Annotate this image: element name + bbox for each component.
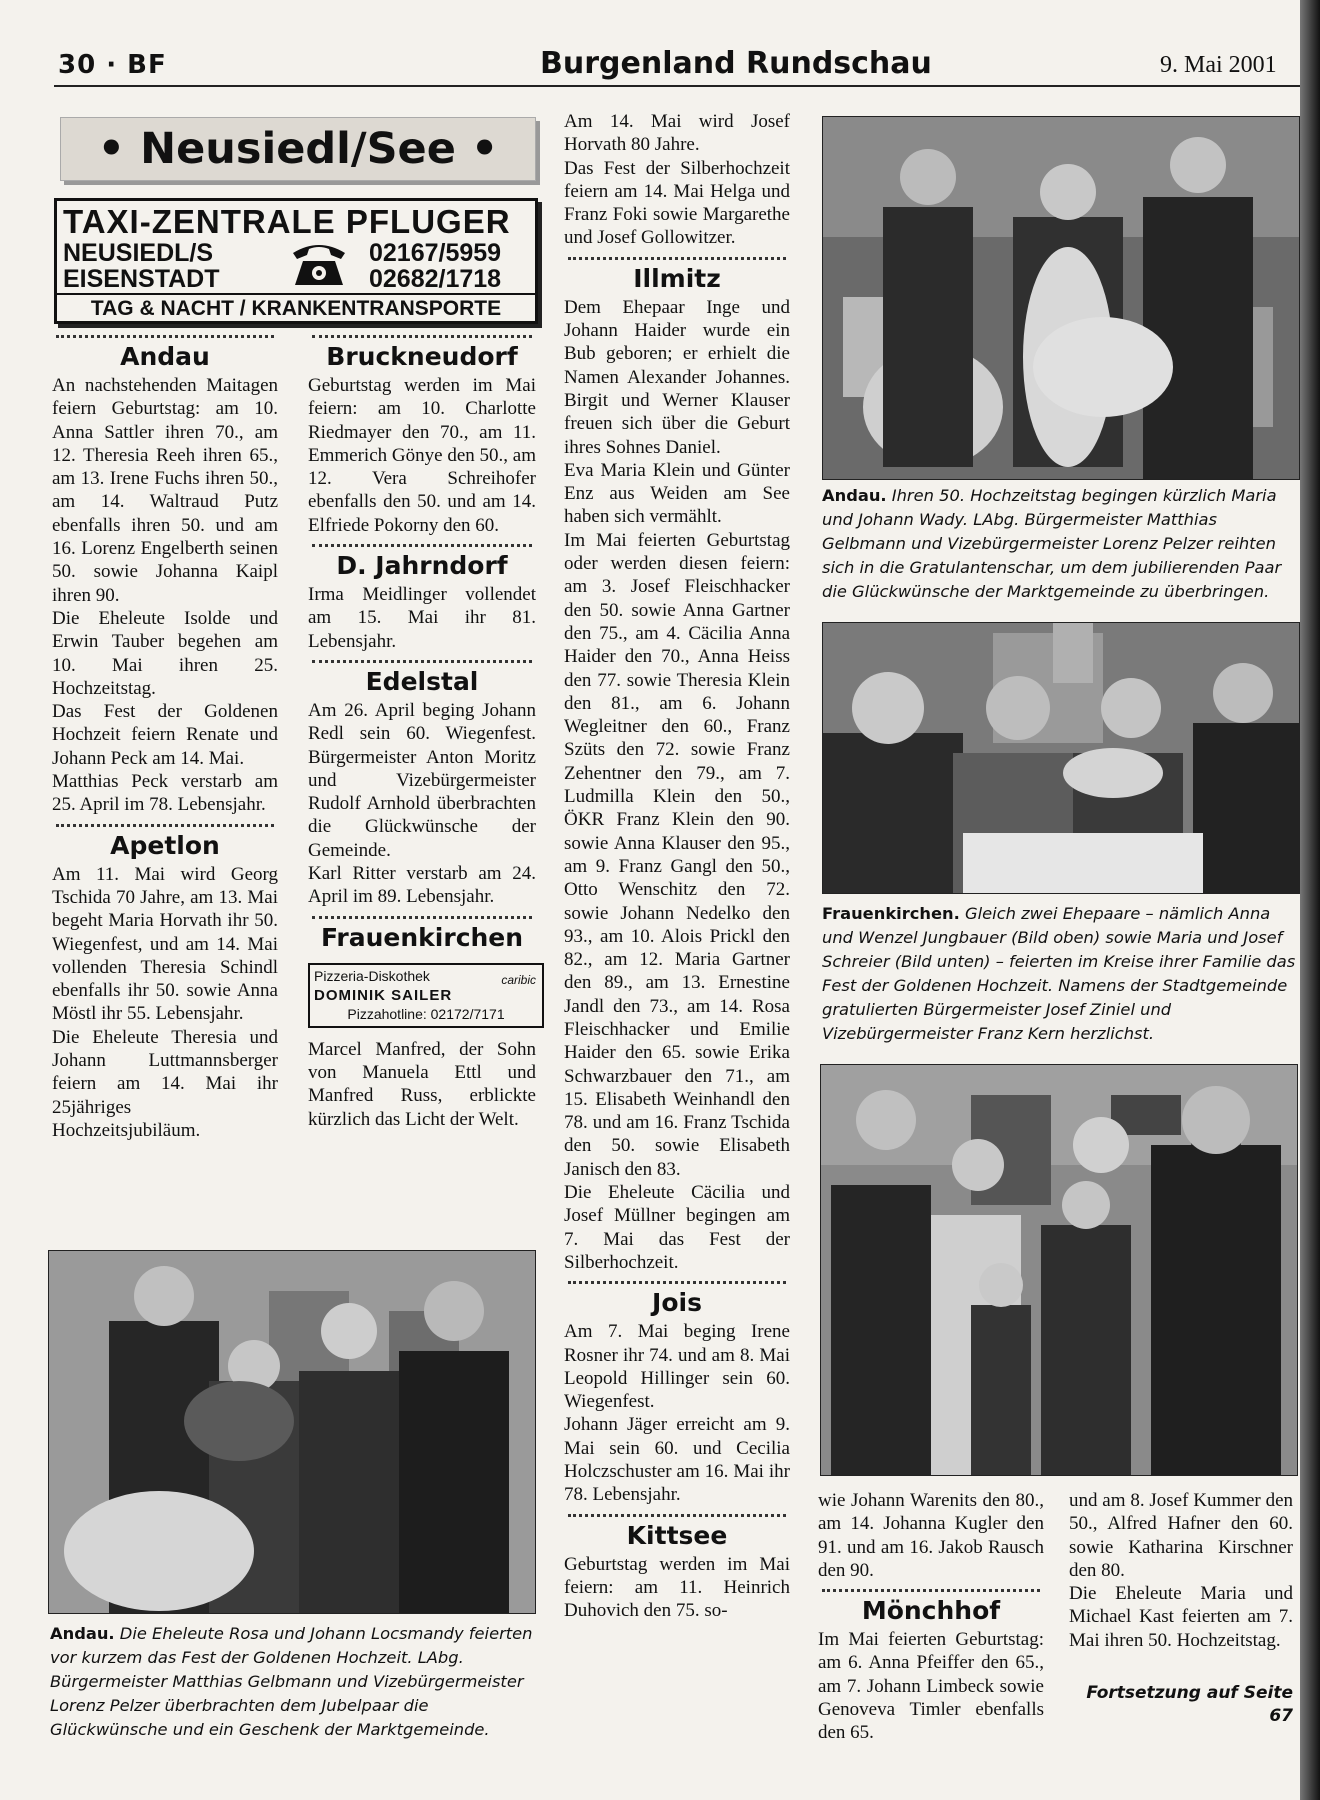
caption-place: Andau. <box>50 1624 115 1643</box>
region-banner: • Neusiedl/See • <box>60 117 536 181</box>
heading-jois: Jois <box>652 1288 702 1318</box>
photo-andau-wady <box>822 116 1300 480</box>
heading-moenchhof: Mönchhof <box>861 1596 1001 1626</box>
separator <box>568 1514 786 1517</box>
text-paragraph: Am 14. Mai wird Josef Horvath 80 Jahre. <box>564 111 790 156</box>
caption-frauenkirchen <box>822 902 1302 1046</box>
caption-andau-wady <box>822 484 1302 604</box>
ad-name: DOMINIK SAILER <box>314 986 453 1004</box>
text-paragraph: Im Mai feierten Geburtstag oder werden diesen feiern: am 3. Josef Fleischhacker den 50. sowie Anna Gartner den 75., am 4. Cäcilia Anna Haider den 70., Anna Heiss den 77. sowie Theresia Klein den 81., am 6. Johann Wegleitner den 60., Franz Szüts den 72. sowie Franz Zehentner den 79., am 7. Ludmilla Klein den 50., ÖKR Franz Klein den 90. sowie Anna Klauser den 95., am 9. Franz Gangl den 50., Otto Wenschitz den 72. sowie Johann Nedelko den 93., am 10. Alois Prickl den 82., am 12. Maria Gartner den 89., am 13. Ernestine Jandl den 73., am 14. Rosa Fleischhacker und Emilie Haider den 65. sowie Erika Schwarzbauer den 71., am 15. Elisabeth Weinhandl den 78. und am 16. Franz Tschida den 50. sowie Elisabeth Janisch den 83. <box>564 529 790 1180</box>
text-paragraph: Das Fest der Silberhochzeit feiern am 14. Mai Helga und Franz Foki sowie Margarethe und Josef Gollowitzer. <box>564 157 790 249</box>
separator <box>56 824 274 827</box>
caption-text: Die Eheleute Rosa und Johann Locsmandy feierten vor kurzem das Fest der Goldenen Hochzeit. LAbg. Bürgermeister Matthias Gelbmann und Vizebürgermeister Lorenz Pelzer überbrachten dem Jubelpaar die Glückwünsche und ein Geschenk der Marktgemeinde. <box>50 1624 533 1739</box>
text-paragraph: Matthias Peck verstarb am 25. April im 78. Lebensjahr. <box>52 771 278 816</box>
heading-andau: Andau <box>120 342 210 371</box>
text-paragraph: Die Eheleute Maria und Michael Kast feierten am 7. Mai ihren 50. Hochzeitstag. <box>1069 1583 1293 1651</box>
separator <box>568 1281 786 1284</box>
separator <box>822 1589 1040 1592</box>
text-paragraph: Die Eheleute Cäcilia und Josef Müllner begingen am 7. Mai das Fest der Silberhochzeit. <box>564 1182 790 1273</box>
ad-hotline: Pizzahotline: 02172/7171 <box>347 1005 505 1022</box>
text-paragraph: Die Eheleute Isolde und Erwin Tauber begehen am 10. Mai ihren 25. Hochzeitstag. <box>52 607 278 699</box>
text-paragraph: Am 26. April beging Johann Redl sein 60. Wiegenfest. Bürgermeister Anton Moritz und Vizebürgermeister Rudolf Arnhold überbrachten die Glückwünsche der Gemeinde. <box>308 699 536 861</box>
page-number: 30 · BF <box>58 50 167 80</box>
column-3 <box>564 110 790 1623</box>
newspaper-title: Burgenland Rundschau <box>540 46 932 81</box>
text-paragraph: Karl Ritter verstarb am 24. April im 89. Lebensjahr. <box>308 863 536 908</box>
header-rule <box>54 85 1302 87</box>
photo-image <box>49 1251 535 1613</box>
heading-jahrndorf: D. Jahrndorf <box>336 551 508 581</box>
column-1 <box>52 328 278 1142</box>
heading-edelstal: Edelstal <box>365 666 479 696</box>
pizzeria-advertisement <box>308 963 544 1028</box>
taxi-phone-1: 02167/5959 <box>369 239 502 267</box>
column-5 <box>1069 1489 1293 1729</box>
text-paragraph: Eva Maria Klein und Günter Enz aus Weiden am See haben sich vermählt. <box>564 459 790 528</box>
text-paragraph: Geburtstag werden im Mai feiern: am 10. Charlotte Riedmayer den 70., am 11. Emmerich Gönye den 50., am 12. Vera Schreihofer ebenfalls den 50. und am 14. Elfriede Pokorny den 60. <box>308 375 536 536</box>
text-paragraph: Johann Jäger erreicht am 9. Mai sein 60. und Cecilia Holczschuster am 16. Mai ihr 78. Lebensjahr. <box>564 1414 790 1506</box>
separator <box>56 335 274 338</box>
telephone-icon <box>289 239 349 287</box>
continued-note: Fortsetzung auf Seite 67 <box>1086 1683 1293 1727</box>
caribic-logo: caribic <box>501 972 536 987</box>
caption-place: Andau. <box>822 486 887 505</box>
taxi-advertisement <box>54 198 538 324</box>
text-paragraph: Am 11. Mai wird Georg Tschida 70 Jahre, am 13. Mai begeht Maria Horvath ihr 50. Wiegenfest, und am 14. Mai vollenden Theresia Schindl ebenfalls ihr 50. sowie Anna Möstl ihr 55. Lebensjahr. <box>52 863 278 1025</box>
heading-apetlon: Apetlon <box>110 830 220 860</box>
text-paragraph: Am 7. Mai beging Irene Rosner ihr 74. und am 8. Mai Leopold Hillinger sein 60. Wiegenfest. <box>564 1321 790 1413</box>
column-2 <box>308 328 536 1131</box>
text-paragraph: Geburtstag werden im Mai feiern: am 11. Heinrich Duhovich den 75. so- <box>564 1553 790 1622</box>
heading-kittsee: Kittsee <box>626 1520 728 1550</box>
photo-frauenkirchen-jungbauer <box>822 622 1300 894</box>
taxi-phone-2: 02682/1718 <box>369 265 502 293</box>
heading-frauenkirchen: Frauenkirchen <box>320 922 524 952</box>
separator <box>312 916 532 919</box>
separator <box>312 335 532 338</box>
text-paragraph: Dem Ehepaar Inge und Johann Haider wurde ein Bub geboren; er erhielt die Namen Alexander Johannes. Birgit und Werner Klauser freuen sich über die Geburt ihres Sohnes Daniel. <box>564 296 790 458</box>
ad-line: Pizzeria-Diskothek <box>314 967 430 984</box>
taxi-city-1: NEUSIEDL/S <box>63 239 214 267</box>
separator <box>312 544 532 547</box>
photo-frauenkirchen-schreier <box>820 1064 1298 1476</box>
heading-bruckneudorf: Bruckneudorf <box>326 342 518 371</box>
caption-place: Frauenkirchen. <box>822 904 960 923</box>
taxi-tagline: TAG & NACHT / KRANKENTRANSPORTE <box>57 293 535 321</box>
heading-illmitz: Illmitz <box>633 263 721 293</box>
separator <box>312 660 532 663</box>
page-fold-shadow <box>1300 0 1320 1800</box>
text-paragraph: Die Eheleute Theresia und Johann Luttmannsberger feiern am 14. Mai ihr 25jähriges Hochzeitsjubiläum. <box>52 1026 278 1141</box>
text-paragraph: wie Johann Warenits den 80., am 14. Johanna Kugler den 91. und am 16. Jakob Rausch den 90. <box>818 1490 1044 1581</box>
text-paragraph: Das Fest der Goldenen Hochzeit feiern Renate und Johann Peck am 14. Mai. <box>52 701 278 769</box>
caption-andau-locsmandy <box>50 1622 536 1742</box>
caption-text: Ihren 50. Hochzeitstag begingen kürzlich Maria und Johann Wady. LAbg. Bürgermeister Matthias Gelbmann und Vizebürgermeister Lorenz Pelzer reihten sich in die Gratulantenschar, um dem jubilierenden Paar die Glückwünsche der Marktgemeinde zu überbringen. <box>822 486 1282 601</box>
text-paragraph: An nachstehenden Maitagen feiern Geburtstag: am 10. Anna Sattler ihren 70., am 12. Theresia Reeh ihren 65., am 13. Irene Fuchs ihren 50., am 14. Waltraud Putz ebenfalls ihren 50. und am 16. Lorenz Engelberth seinen 50. sowie Johanna Kaipl ihren 90. <box>52 375 278 606</box>
text-paragraph: Irma Meidlinger vollendet am 15. Mai ihr 81. Lebensjahr. <box>308 584 536 652</box>
photo-image <box>823 117 1299 479</box>
text-paragraph: und am 8. Josef Kummer den 50., Alfred Hafner den 60. sowie Katharina Kirschner den 80. <box>1069 1490 1293 1581</box>
photo-image <box>823 623 1299 893</box>
photo-andau-locsmandy <box>48 1250 536 1614</box>
separator <box>568 257 786 260</box>
text-paragraph: Im Mai feierten Geburtstag: am 6. Anna Pfeiffer den 65., am 7. Johann Limbeck sowie Genoveva Timler ebenfalls den 65. <box>818 1629 1044 1744</box>
text-paragraph: Marcel Manfred, der Sohn von Manuela Ettl und Manfred Russ, erblickte kürzlich das Licht der Welt. <box>308 1038 536 1130</box>
photo-image <box>821 1065 1297 1475</box>
column-4 <box>818 1489 1044 1745</box>
taxi-title: TAXI-ZENTRALE PFLUGER <box>63 203 511 240</box>
issue-date: 9. Mai 2001 <box>1160 52 1277 78</box>
caption-text: Gleich zwei Ehepaare – nämlich Anna und Wenzel Jungbauer (Bild oben) sowie Maria und Josef Schreier (Bild unten) – feierten im Kreise ihrer Familie das Fest der Goldenen Hochzeit. Namens der Stadtgemeinde gratulierten Bürgermeister Josef Ziniel und Vizebürgermeister Franz Kern herzlichst. <box>822 904 1296 1043</box>
taxi-city-2: EISENSTADT <box>63 265 220 293</box>
